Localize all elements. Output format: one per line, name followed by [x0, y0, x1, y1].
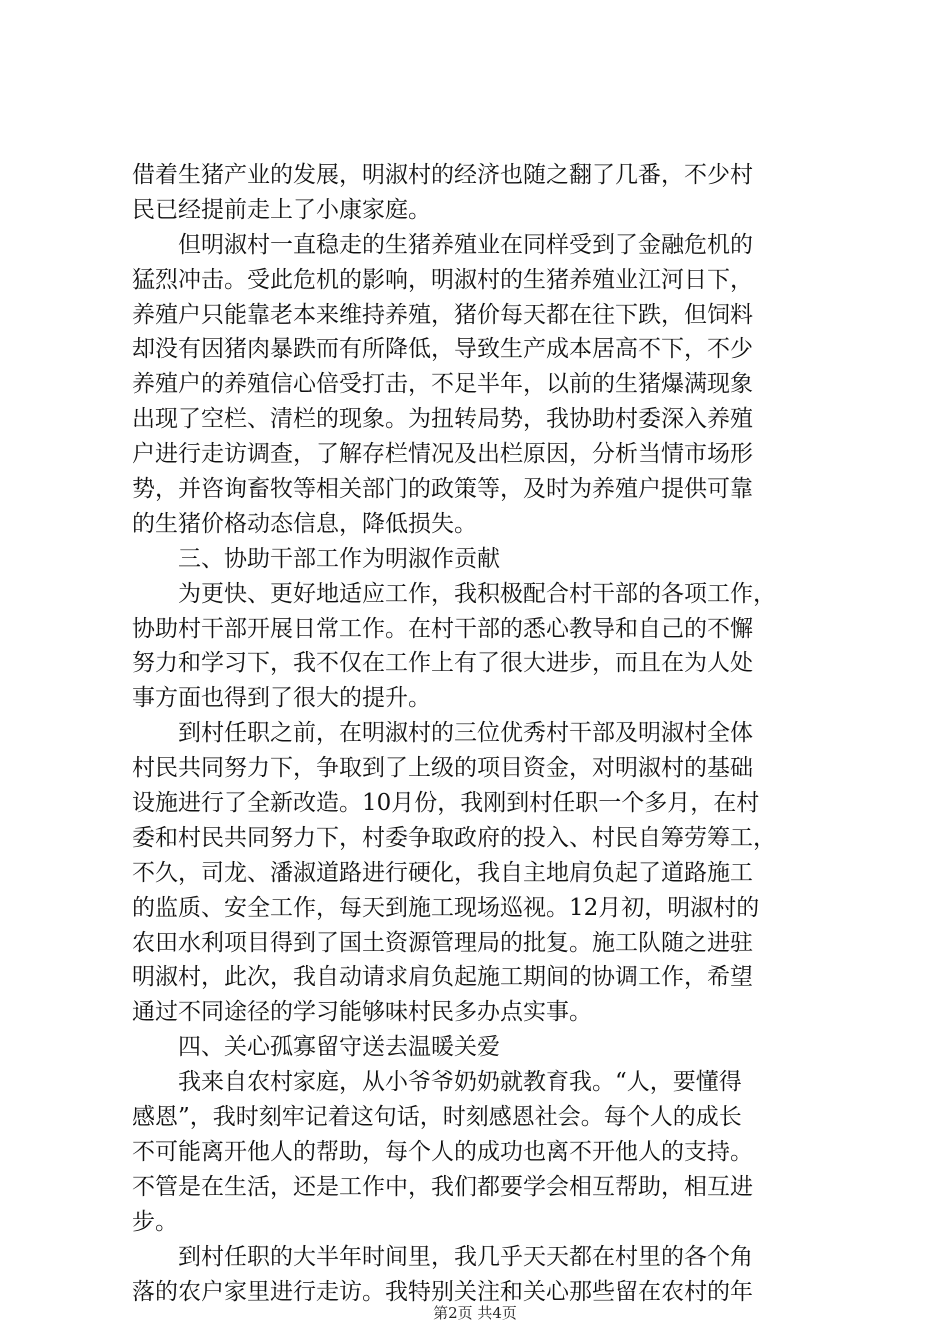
text-line: 借着生猪产业的发展，明淑村的经济也随之翻了几番，不少村 — [132, 162, 753, 188]
text-line: 养殖户的养殖信心倍受打击，不足半年，以前的生猪爆满现象 — [132, 371, 753, 398]
text-line: 村民共同努力下，争取到了上级的项目资金，对明淑村的基础 — [132, 755, 753, 782]
text-line: 但明淑村一直稳走的生猪养殖业在同样受到了金融危机的 — [178, 231, 753, 258]
document-body — [132, 158, 832, 1309]
text-line: 的生猪价格动态信息，降低损失。 — [132, 510, 477, 537]
text-line: 我来自农村家庭，从小爷爷奶奶就教育我。“人，要懂得 — [178, 1069, 742, 1096]
text-line: 到村任职之前，在明淑村的三位优秀村干部及明淑村全体 — [178, 720, 753, 747]
text-line: 的监质、安全工作，每天到施工现场巡视。12月初，明淑村的 — [132, 894, 760, 921]
text-line: 农田水利项目得到了国土资源管理局的批复。施工队随之进驻 — [132, 929, 753, 956]
text-line: 委和村民共同努力下，村委争取政府的投入、村民自筹劳筹工， — [132, 824, 776, 851]
text-line: 民已经提前走上了小康家庭。 — [132, 196, 431, 223]
text-line: 落的农户家里进行走访。我特别关注和关心那些留在农村的年 — [132, 1278, 753, 1305]
page-footer: 第2页 共4页 — [433, 1304, 517, 1322]
text-line: 不管是在生活，还是工作中，我们都要学会相互帮助，相互进 — [132, 1173, 753, 1200]
text-line: 设施进行了全新改造。10月份，我刚到村任职一个多月，在村 — [132, 790, 760, 817]
text-line: 协助村干部开展日常工作。在村干部的悉心教导和自己的不懈 — [132, 615, 753, 642]
text-line: 为更快、更好地适应工作，我积极配合村干部的各项工作， — [178, 580, 776, 607]
text-line: 不可能离开他人的帮助，每个人的成功也离不开他人的支持。 — [132, 1138, 753, 1165]
text-line: 四、关心孤寡留守送去温暖关爱 — [178, 1034, 500, 1061]
text-line: 户进行走访调查，了解存栏情况及出栏原因，分析当情市场形 — [132, 441, 753, 468]
text-line: 事方面也得到了很大的提升。 — [132, 685, 431, 712]
text-line: 通过不同途径的学习能够味村民多办点实事。 — [132, 999, 592, 1026]
text-line: 努力和学习下，我不仅在工作上有了很大进步，而且在为人处 — [132, 650, 753, 677]
text-line: 不久，司龙、潘淑道路进行硬化，我自主地肩负起了道路施工 — [132, 859, 753, 886]
text-line: 步。 — [132, 1208, 178, 1235]
text-line: 明淑村，此次，我自动请求肩负起施工期间的协调工作，希望 — [132, 964, 753, 991]
text-line: 势，并咨询畜牧等相关部门的政策等，及时为养殖户提供可靠 — [132, 476, 753, 503]
text-line: 猛烈冲击。受此危机的影响，明淑村的生猪养殖业江河日下， — [132, 266, 753, 293]
text-line: 却没有因猪肉暴跌而有所降低，导致生产成本居高不下，不少 — [132, 336, 753, 363]
text-line: 感恩”，我时刻牢记着这句话，时刻感恩社会。每个人的成长 — [132, 1104, 742, 1131]
text-line: 养殖户只能靠老本来维持养殖，猪价每天都在往下跌，但饲料 — [132, 301, 753, 328]
text-line: 到村任职的大半年时间里，我几乎天天都在村里的各个角 — [178, 1243, 753, 1270]
text-line: 三、协助干部工作为明淑作贡献 — [178, 545, 500, 572]
text-line: 出现了空栏、清栏的现象。为扭转局势，我协助村委深入养殖 — [132, 406, 753, 433]
